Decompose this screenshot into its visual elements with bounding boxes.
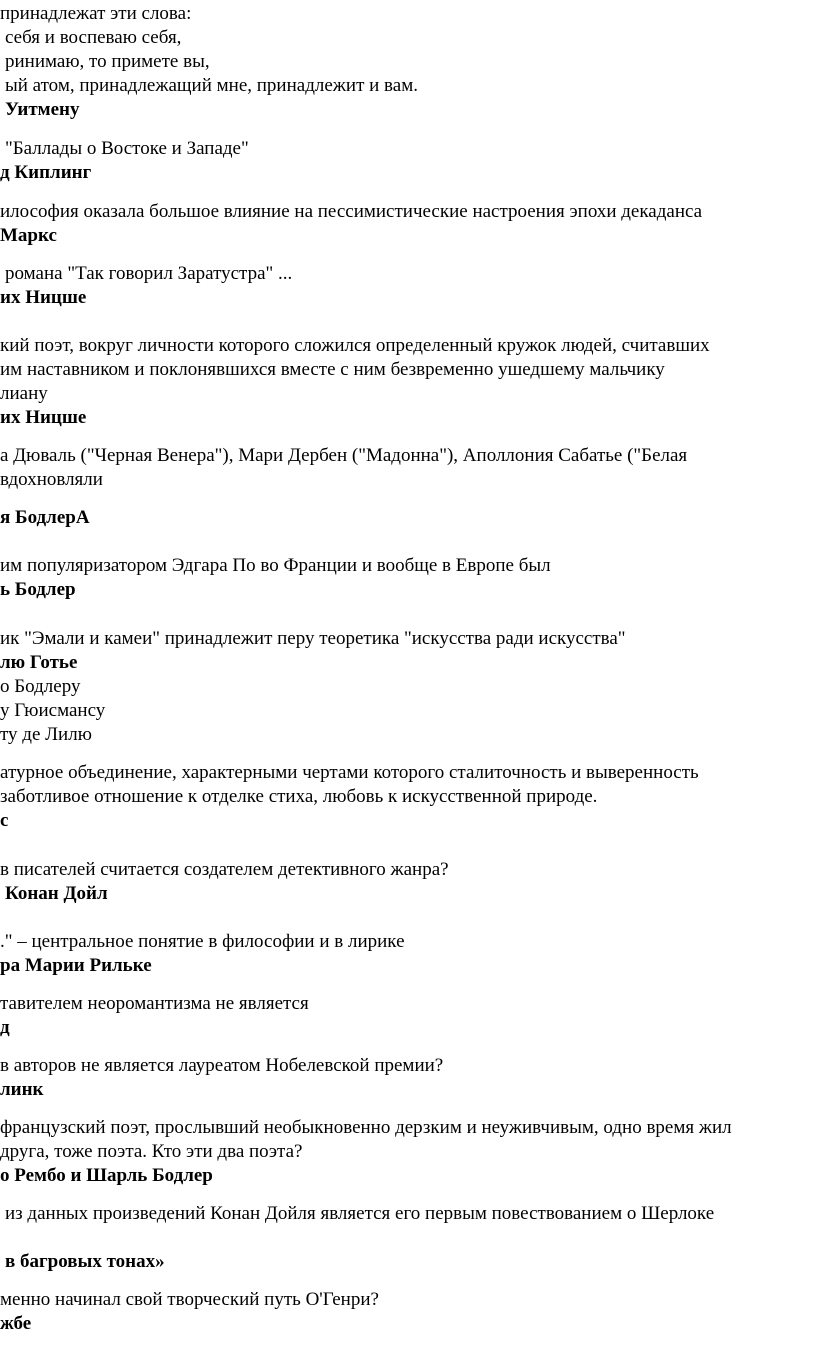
text-line: лиану [0, 383, 48, 404]
answer-line: линк [0, 1079, 44, 1100]
answer-line: Маркс [0, 225, 57, 246]
text-line: кий поэт, вокруг личности которого сложился определенный кружок людей, считавших [0, 335, 710, 356]
text-line: у Гюисмансу [0, 700, 106, 721]
text-line: илософия оказала большое влияние на пессимистические настроения эпохи декаданса [0, 201, 703, 222]
text-line: друга, тоже поэта. Кто эти два поэта? [0, 1141, 303, 1162]
text-line: принадлежат эти слова: [0, 3, 192, 24]
text-line: а Дюваль ("Черная Венера"), Мари Дербен ("Мадонна"), Аполлония Сабатье ("Белая [0, 445, 688, 466]
text-line: ик "Эмали и камеи" принадлежит перу теоретика "искусства ради искусства" [0, 628, 626, 649]
answer-line: их Ницше [0, 287, 87, 308]
text-line: им наставником и поклонявшихся вместе с ним безвременно ушедшему мальчику [0, 359, 665, 380]
text-line: тавителем неоромантизма не является [0, 993, 309, 1014]
text-line: атурное объединение, характерными чертами которого сталиточность и выверенность [0, 762, 699, 783]
answer-line: их Ницше [0, 407, 87, 428]
answer-line: лю Готье [0, 652, 78, 673]
text-line: "Баллады о Востоке и Западе" [5, 138, 249, 159]
answer-line: я БодлерА [0, 507, 90, 528]
answer-line: жбе [0, 1313, 32, 1334]
text-line: ый атом, принадлежащий мне, принадлежит и вам. [5, 75, 418, 96]
text-line: из данных произведений Конан Дойля является его первым повествованием о Шерлоке [5, 1203, 715, 1224]
text-line: французский поэт, прослывший необыкновенно дерзким и неуживчивым, одно время жил [0, 1117, 732, 1138]
answer-line: Уитмену [5, 99, 80, 120]
text-line: романа "Так говорил Заратустра" ... [5, 263, 293, 284]
answer-line: ь Бодлер [0, 579, 76, 600]
text-line: о Бодлеру [0, 676, 81, 697]
answer-line: д [0, 1017, 10, 1038]
text-line: себя и воспеваю себя, [5, 27, 182, 48]
answer-line: ра Марии Рильке [0, 955, 152, 976]
text-line: ту де Лилю [0, 724, 92, 745]
answer-line: с [0, 810, 9, 831]
text-line: им популяризатором Эдгара По во Франции и вообще в Европе был [0, 555, 551, 576]
answer-line: в багровых тонах» [5, 1251, 165, 1272]
text-line: заботливое отношение к отделке стиха, любовь к искусственной природе. [0, 786, 598, 807]
answer-line: д Киплинг [0, 162, 92, 183]
text-line: ринимаю, то примете вы, [5, 51, 210, 72]
text-line: менно начинал свой творческий путь О'Генри? [0, 1289, 379, 1310]
answer-line: Конан Дойл [5, 883, 108, 904]
answer-line: о Рембо и Шарль Бодлер [0, 1165, 213, 1186]
text-line: вдохновляли [0, 469, 103, 490]
text-line: ." – центральное понятие в философии и в лирике [0, 931, 405, 952]
text-line: в авторов не является лауреатом Нобелевской премии? [0, 1055, 444, 1076]
text-line: в писателей считается создателем детективного жанра? [0, 859, 449, 880]
